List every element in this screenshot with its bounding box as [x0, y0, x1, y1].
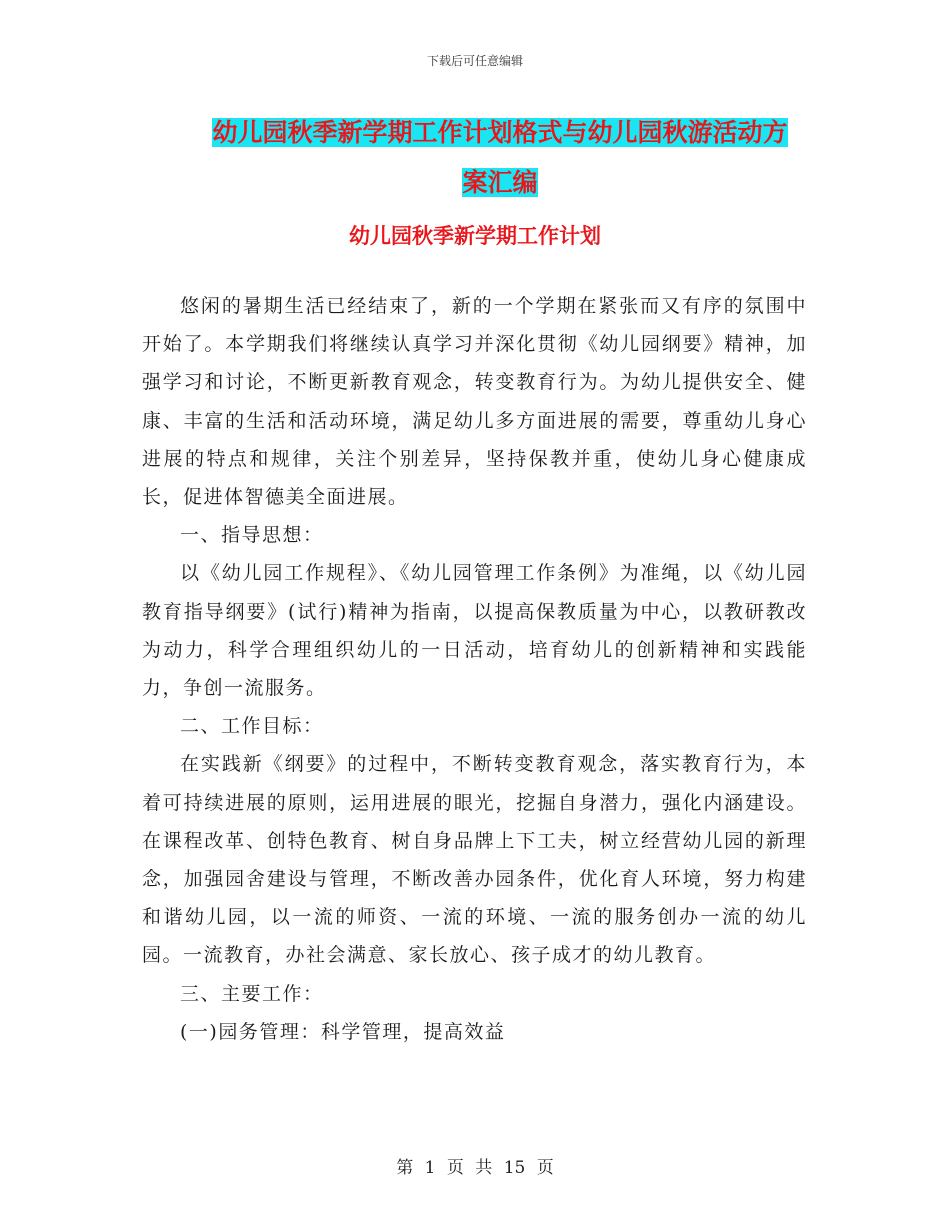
heading-main-work: 三、主要工作： — [180, 982, 324, 1005]
document-title — [150, 108, 850, 208]
section-title: 幼儿园秋季新学期工作计划 — [349, 224, 601, 248]
subheading-administration: (一)园务管理：科学管理，提高效益 — [180, 1020, 506, 1043]
paragraph-intro: 悠闲的暑期生活已经结束了，新的一个学期在紧张而又有序的氛围中开始了。本学期我们将继续认真学习并深化贯彻《幼儿园纲要》精神，加强学习和讨论，不断更新教育观念，转变教育行为。为幼儿提供安全、健康、丰富的生活和活动环境，满足幼儿多方面进展的需要，尊重幼儿身心进展的特点和规律，关注个别差异，坚持保教并重，使幼儿身心健康成长，促进体智德美全面进展。 — [142, 295, 807, 509]
paragraph-work-goals: 在实践新《纲要》的过程中，不断转变教育观念，落实教育行为，本着可持续进展的原则，运用进展的眼光，挖掘自身潜力，强化内涵建设。在课程改革、创特色教育、树自身品牌上下工夫，树立经营幼儿园的新理念，加强园舍建设与管理，不断改善办园条件，优化育人环境，努力构建和谐幼儿园，以一流的师资、一流的环境、一流的服务创办一流的幼儿园。一流教育，办社会满意、家长放心、孩子成才的幼儿教育。 — [142, 753, 807, 967]
document-title-line-2: 案汇编 — [462, 168, 538, 197]
heading-guiding-ideology: 一、指导思想： — [180, 524, 324, 547]
document-body — [142, 287, 807, 1051]
page-header-note: 下载后可任意编辑 — [426, 54, 523, 68]
heading-work-goals: 二、工作目标： — [180, 715, 324, 738]
paragraph-guiding-ideology: 以《幼儿园工作规程》、《幼儿园管理工作条例》为准绳，以《幼儿园教育指导纲要》(试行)精神为指南，以提高保教质量为中心，以教研教改为动力，科学合理组织幼儿的一日活动，培育幼儿的创新精神和实践能力，争创一流服务。 — [142, 562, 807, 700]
document-title-line-1: 幼儿园秋季新学期工作计划格式与幼儿园秋游活动方 — [212, 118, 788, 147]
page-number: 第 1 页 共 15 页 — [396, 1158, 554, 1178]
